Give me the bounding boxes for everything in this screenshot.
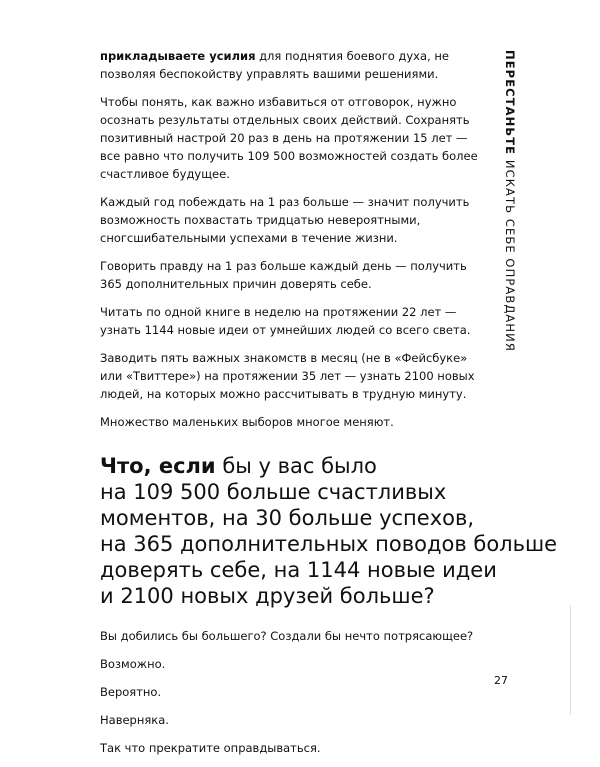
running-head-bold: ПЕРЕСТАНЬТЕ xyxy=(503,50,517,156)
running-head-rest: ИСКАТЬ СЕБЕ ОПРАВДАНИЯ xyxy=(503,155,517,352)
intro-rest: для поднятия боевого духа, не позволяя беспокойству управлять вашими решениями. xyxy=(100,49,449,81)
callout-line: и 2100 новых друзей больше? xyxy=(100,584,435,608)
closing-line: Возможно. xyxy=(100,657,166,671)
paragraph: Каждый год побеждать на 1 раз больше — значит получить возможность похвастать тридцатью невероятными, сногсшибательными успехами в течение жизни. xyxy=(100,195,470,245)
paragraph: Читать по одной книге в неделю на протяжении 22 лет — узнать 1144 новые идеи от умнейших людей со всего света. xyxy=(100,305,471,337)
callout-bold: Что, если xyxy=(100,454,216,478)
callout-line xyxy=(100,453,480,479)
paragraph: Множество маленьких выборов многое меняют. xyxy=(100,415,394,429)
callout-line: моментов, на 30 больше успехов, xyxy=(100,506,475,530)
closing-line: Вы добились бы большего? Создали бы нечто потрясающее? xyxy=(100,629,474,643)
callout-question xyxy=(100,453,558,609)
callout-line: на 109 500 больше счастливых xyxy=(100,480,447,504)
running-head xyxy=(503,50,517,352)
closing-line: Так что прекратите оправдываться. xyxy=(100,741,321,755)
intro-paragraph xyxy=(100,47,480,83)
paragraph: Чтобы понять, как важно избавиться от отговорок, нужно осознать результаты отдельных своих действий. Сохранять позитивный настрой 20 раз в день на протяжении 15 лет — все равно что получить 109 500 возможностей создать более счастливое будущее. xyxy=(100,95,478,181)
closing-line: Вероятно. xyxy=(100,685,162,699)
callout-line: доверять себе, на 1144 новые идеи xyxy=(100,558,497,582)
paragraph: Заводить пять важных знакомств в месяц (не в «Фейсбуке» или «Твиттере») на протяжении 35 лет — узнать 2100 новых людей, на которых можно рассчитывать в трудную минуту. xyxy=(100,351,475,401)
page-number: 27 xyxy=(494,674,508,687)
intro-bold: прикладываете усилия xyxy=(100,49,256,63)
paragraph: Говорить правду на 1 раз больше каждый день — получить 365 дополнительных причин доверять себе. xyxy=(100,259,467,291)
callout-rest: бы у вас было xyxy=(215,454,377,478)
closing-line: Наверняка. xyxy=(100,713,169,727)
page-edge-divider xyxy=(570,605,571,715)
callout-line: на 365 дополнительных поводов больше xyxy=(100,532,558,556)
